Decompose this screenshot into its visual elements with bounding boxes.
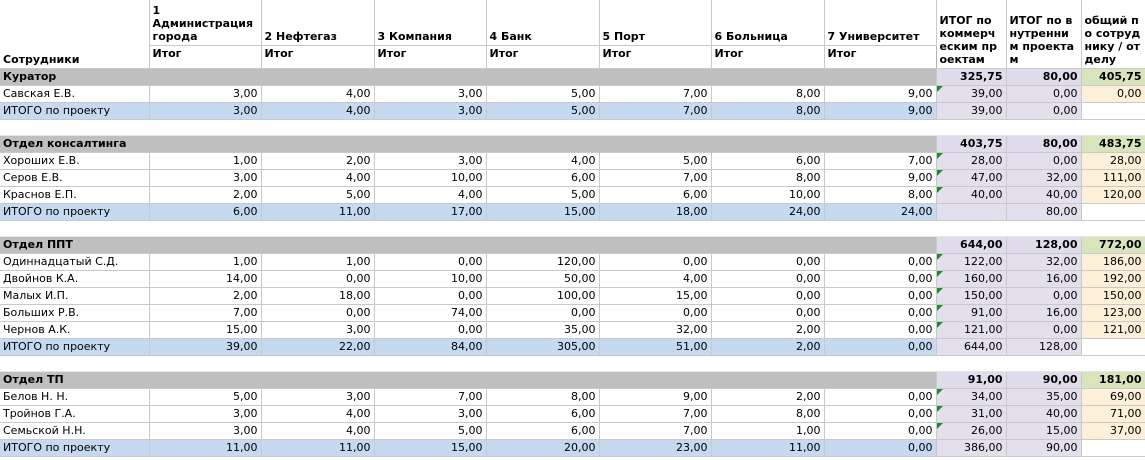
hours-cell[interactable]: 3,00 [149, 406, 261, 423]
hours-cell[interactable]: 15,00 [149, 322, 261, 339]
hours-cell[interactable]: 5,00 [486, 86, 599, 103]
overall-cell[interactable]: 69,00 [1081, 389, 1145, 406]
hours-cell[interactable]: 1,00 [149, 153, 261, 170]
header-sub-total[interactable]: Итог [374, 46, 486, 69]
formula-indicator-icon [937, 423, 943, 429]
spacer-row [0, 120, 1145, 136]
group-overall-cell[interactable]: 181,00 [1081, 372, 1145, 389]
header-sub-total[interactable]: Итог [711, 46, 824, 69]
hours-cell[interactable]: 7,00 [149, 305, 261, 322]
total-hours-cell[interactable]: 17,00 [374, 204, 486, 221]
hours-cell[interactable]: 0,00 [824, 389, 936, 406]
hours-cell[interactable]: 5,00 [599, 153, 711, 170]
formula-indicator-icon [937, 153, 943, 159]
table-row [0, 406, 1145, 423]
hours-cell[interactable]: 3,00 [374, 86, 486, 103]
hours-cell[interactable]: 8,00 [711, 86, 824, 103]
empty-cell[interactable] [824, 356, 936, 372]
hours-cell[interactable]: 6,00 [486, 423, 599, 440]
total-hours-cell[interactable]: 5,00 [486, 103, 599, 120]
header-project[interactable]: 2 Нефтегаз [261, 0, 374, 46]
header-sub-total[interactable]: Итог [599, 46, 711, 69]
empty-cell[interactable] [936, 120, 1006, 136]
formula-indicator-icon [937, 86, 943, 92]
formula-indicator-icon [937, 288, 943, 294]
hours-cell[interactable]: 120,00 [486, 254, 599, 271]
group-row [0, 237, 1145, 254]
hours-cell[interactable]: 50,00 [486, 271, 599, 288]
header-employees[interactable]: Сотрудники [0, 0, 149, 69]
cell-value: 47,00 [971, 171, 1003, 184]
total-hours-cell[interactable]: 2,00 [711, 339, 824, 356]
header-sub-total[interactable]: Итог [261, 46, 374, 69]
header-sub-total[interactable]: Итог [824, 46, 936, 69]
cell-value: 150,00 [964, 289, 1003, 302]
total-commercial-cell[interactable]: 39,00 [936, 103, 1006, 120]
hours-cell[interactable]: 3,00 [149, 86, 261, 103]
internal-cell[interactable]: 32,00 [1006, 254, 1081, 271]
employee-name-cell[interactable]: Тройнов Г.А. [0, 406, 149, 423]
formula-indicator-icon [937, 322, 943, 328]
empty-cell[interactable] [149, 221, 261, 237]
header-project[interactable]: 1 Администрация города [149, 0, 261, 46]
group-overall-cell[interactable]: 772,00 [1081, 237, 1145, 254]
internal-cell[interactable]: 0,00 [1006, 86, 1081, 103]
empty-cell[interactable] [374, 221, 486, 237]
hours-cell[interactable]: 7,00 [824, 153, 936, 170]
commercial-cell[interactable] [936, 153, 1006, 170]
total-hours-cell[interactable]: 11,00 [711, 440, 824, 457]
hours-cell[interactable]: 0,00 [261, 305, 374, 322]
hours-cell[interactable]: 15,00 [599, 288, 711, 305]
formula-indicator-icon [937, 406, 943, 412]
group-overall-cell[interactable]: 405,75 [1081, 69, 1145, 86]
total-hours-cell[interactable]: 11,00 [149, 440, 261, 457]
total-hours-cell[interactable]: 15,00 [374, 440, 486, 457]
hours-cell[interactable]: 3,00 [261, 322, 374, 339]
header-project[interactable]: 3 Компания [374, 0, 486, 46]
total-hours-cell[interactable]: 18,00 [599, 204, 711, 221]
total-hours-cell[interactable]: 0,00 [824, 339, 936, 356]
empty-cell[interactable] [824, 221, 936, 237]
hours-cell[interactable]: 74,00 [374, 305, 486, 322]
hours-cell[interactable]: 1,00 [261, 254, 374, 271]
empty-cell[interactable] [1006, 221, 1081, 237]
hours-cell[interactable]: 3,00 [149, 170, 261, 187]
hours-cell[interactable]: 0,00 [824, 271, 936, 288]
total-hours-cell[interactable]: 23,00 [599, 440, 711, 457]
employee-name-cell[interactable]: Хороших Е.В. [0, 153, 149, 170]
hours-cell[interactable]: 0,00 [824, 406, 936, 423]
total-commercial-cell[interactable] [936, 204, 1006, 221]
header-overall-total[interactable]: общий по сотруднику / отделу [1081, 0, 1145, 69]
header-project[interactable]: 7 Университет [824, 0, 936, 46]
commercial-cell[interactable] [936, 288, 1006, 305]
employee-name-cell[interactable]: Двойнов К.А. [0, 271, 149, 288]
header-project[interactable]: 5 Порт [599, 0, 711, 46]
hours-cell[interactable]: 3,00 [261, 389, 374, 406]
table-row [0, 170, 1145, 187]
empty-cell[interactable] [1081, 221, 1145, 237]
internal-cell[interactable]: 32,00 [1006, 170, 1081, 187]
hours-cell[interactable]: 8,00 [711, 170, 824, 187]
project-total-row [0, 103, 1145, 120]
employee-name-cell[interactable]: Чернов А.К. [0, 322, 149, 339]
hours-cell[interactable]: 6,00 [486, 170, 599, 187]
empty-cell[interactable] [599, 120, 711, 136]
empty-cell[interactable] [599, 221, 711, 237]
total-hours-cell[interactable]: 84,00 [374, 339, 486, 356]
table-row [0, 423, 1145, 440]
table-row [0, 288, 1145, 305]
hours-cell[interactable]: 3,00 [374, 153, 486, 170]
hours-cell[interactable]: 2,00 [711, 389, 824, 406]
internal-cell[interactable]: 40,00 [1006, 187, 1081, 204]
total-internal-cell[interactable]: 0,00 [1006, 103, 1081, 120]
hours-cell[interactable]: 0,00 [824, 305, 936, 322]
group-commercial-cell[interactable]: 325,75 [936, 69, 1006, 86]
formula-indicator-icon [937, 305, 943, 311]
overall-cell[interactable]: 192,00 [1081, 271, 1145, 288]
hours-cell[interactable]: 2,00 [711, 322, 824, 339]
hours-cell[interactable]: 7,00 [374, 389, 486, 406]
cell-value: 28,00 [971, 154, 1003, 167]
overall-cell[interactable]: 0,00 [1081, 86, 1145, 103]
total-hours-cell[interactable]: 9,00 [824, 103, 936, 120]
hours-cell[interactable]: 7,00 [599, 423, 711, 440]
hours-cell[interactable]: 4,00 [261, 170, 374, 187]
formula-indicator-icon [937, 271, 943, 277]
hours-cell[interactable]: 0,00 [374, 322, 486, 339]
total-hours-cell[interactable]: 39,00 [149, 339, 261, 356]
hours-cell[interactable]: 8,00 [486, 389, 599, 406]
total-hours-cell[interactable]: 3,00 [149, 103, 261, 120]
project-total-row [0, 204, 1145, 221]
formula-indicator-icon [937, 254, 943, 260]
spacer-row [0, 221, 1145, 237]
hours-cell[interactable]: 7,00 [599, 406, 711, 423]
table-row [0, 305, 1145, 322]
group-row [0, 69, 1145, 86]
hours-cell[interactable]: 5,00 [374, 423, 486, 440]
hours-cell[interactable]: 10,00 [374, 271, 486, 288]
empty-cell[interactable] [261, 221, 374, 237]
empty-cell[interactable] [0, 120, 149, 136]
total-commercial-cell[interactable]: 644,00 [936, 339, 1006, 356]
hours-cell[interactable]: 14,00 [149, 271, 261, 288]
commercial-cell[interactable] [936, 389, 1006, 406]
empty-cell[interactable] [711, 356, 824, 372]
total-hours-cell[interactable]: 11,00 [261, 440, 374, 457]
group-overall-cell[interactable]: 483,75 [1081, 136, 1145, 153]
empty-cell[interactable] [1081, 120, 1145, 136]
hours-cell[interactable]: 5,00 [261, 187, 374, 204]
table-row [0, 271, 1145, 288]
hours-cell[interactable]: 0,00 [486, 305, 599, 322]
total-hours-cell[interactable]: 8,00 [711, 103, 824, 120]
total-hours-cell[interactable]: 15,00 [486, 204, 599, 221]
hours-cell[interactable]: 35,00 [486, 322, 599, 339]
table-row [0, 254, 1145, 271]
formula-indicator-icon [937, 170, 943, 176]
overall-cell[interactable]: 71,00 [1081, 406, 1145, 423]
hours-cell[interactable]: 0,00 [599, 305, 711, 322]
hours-cell[interactable]: 7,00 [599, 170, 711, 187]
internal-cell[interactable]: 0,00 [1006, 153, 1081, 170]
header-internal-total[interactable]: ИТОГ по внутренним проектам [1006, 0, 1081, 69]
group-commercial-cell[interactable]: 91,00 [936, 372, 1006, 389]
total-overall-cell[interactable] [1081, 103, 1145, 120]
cell-value: 122,00 [964, 255, 1003, 268]
employee-name-cell[interactable]: Семьской Н.Н. [0, 423, 149, 440]
hours-cell[interactable]: 4,00 [261, 86, 374, 103]
hours-cell[interactable]: 0,00 [711, 254, 824, 271]
empty-cell[interactable] [1006, 120, 1081, 136]
hours-cell[interactable]: 0,00 [711, 288, 824, 305]
hours-cell[interactable]: 3,00 [374, 406, 486, 423]
hours-cell[interactable]: 0,00 [599, 254, 711, 271]
hours-cell[interactable]: 4,00 [486, 153, 599, 170]
total-hours-cell[interactable]: 0,00 [824, 440, 936, 457]
empty-cell[interactable] [0, 221, 149, 237]
hours-cell[interactable]: 6,00 [486, 406, 599, 423]
total-hours-cell[interactable]: 24,00 [711, 204, 824, 221]
total-hours-cell[interactable]: 22,00 [261, 339, 374, 356]
commercial-cell[interactable] [936, 86, 1006, 103]
formula-indicator-icon [937, 389, 943, 395]
group-commercial-cell[interactable]: 644,00 [936, 237, 1006, 254]
employee-name-cell[interactable]: Одиннадцатый С.Д. [0, 254, 149, 271]
employee-name-cell[interactable]: Белов Н. Н. [0, 389, 149, 406]
header-sub-total[interactable]: Итог [486, 46, 599, 69]
group-name-cell[interactable]: Отдел ППТ [0, 237, 936, 254]
total-internal-cell[interactable]: 90,00 [1006, 440, 1081, 457]
total-hours-cell[interactable]: 11,00 [261, 204, 374, 221]
total-hours-cell[interactable]: 305,00 [486, 339, 599, 356]
hours-cell[interactable]: 0,00 [374, 288, 486, 305]
overall-cell[interactable]: 186,00 [1081, 254, 1145, 271]
header-project[interactable]: 4 Банк [486, 0, 599, 46]
hours-cell[interactable]: 0,00 [824, 288, 936, 305]
employee-name-cell[interactable]: Краснов Е.П. [0, 187, 149, 204]
internal-cell[interactable]: 0,00 [1006, 288, 1081, 305]
hours-cell[interactable]: 10,00 [374, 170, 486, 187]
hours-cell[interactable]: 2,00 [149, 288, 261, 305]
group-internal-cell[interactable]: 90,00 [1006, 372, 1081, 389]
empty-cell[interactable] [374, 356, 486, 372]
empty-cell[interactable] [486, 120, 599, 136]
hours-cell[interactable]: 0,00 [824, 322, 936, 339]
employee-name-cell[interactable]: Больших Р.В. [0, 305, 149, 322]
commercial-cell[interactable] [936, 322, 1006, 339]
group-internal-cell[interactable]: 80,00 [1006, 69, 1081, 86]
empty-cell[interactable] [711, 120, 824, 136]
cell-value: 40,00 [971, 188, 1003, 201]
cell-value: 31,00 [971, 407, 1003, 420]
employee-name-cell[interactable]: Серов Е.В. [0, 170, 149, 187]
group-row [0, 136, 1145, 153]
spacer-row [0, 356, 1145, 372]
hours-cell[interactable]: 9,00 [599, 389, 711, 406]
group-internal-cell[interactable]: 128,00 [1006, 237, 1081, 254]
hours-cell[interactable]: 6,00 [599, 187, 711, 204]
hours-cell[interactable]: 3,00 [149, 423, 261, 440]
group-internal-cell[interactable]: 80,00 [1006, 136, 1081, 153]
hours-cell[interactable]: 4,00 [599, 271, 711, 288]
total-label-cell[interactable]: ИТОГО по проекту [0, 103, 149, 120]
empty-cell[interactable] [261, 356, 374, 372]
empty-cell[interactable] [936, 356, 1006, 372]
group-name-cell[interactable]: Отдел консалтинга [0, 136, 936, 153]
total-hours-cell[interactable]: 7,00 [599, 103, 711, 120]
internal-cell[interactable]: 0,00 [1006, 322, 1081, 339]
table-row [0, 389, 1145, 406]
internal-cell[interactable]: 35,00 [1006, 389, 1081, 406]
overall-cell[interactable]: 123,00 [1081, 305, 1145, 322]
hours-cell[interactable]: 4,00 [261, 406, 374, 423]
cell-value: 26,00 [971, 424, 1003, 437]
total-overall-cell[interactable] [1081, 339, 1145, 356]
hours-cell[interactable]: 0,00 [711, 271, 824, 288]
hours-cell[interactable]: 2,00 [261, 153, 374, 170]
hours-cell[interactable]: 2,00 [149, 187, 261, 204]
empty-cell[interactable] [711, 221, 824, 237]
total-overall-cell[interactable] [1081, 204, 1145, 221]
total-hours-cell[interactable]: 6,00 [149, 204, 261, 221]
total-hours-cell[interactable]: 3,00 [374, 103, 486, 120]
hours-cell[interactable]: 9,00 [824, 170, 936, 187]
hours-cell[interactable]: 100,00 [486, 288, 599, 305]
cell-value: 39,00 [971, 87, 1003, 100]
empty-cell[interactable] [374, 120, 486, 136]
internal-cell[interactable]: 40,00 [1006, 406, 1081, 423]
commercial-cell[interactable] [936, 305, 1006, 322]
internal-cell[interactable]: 15,00 [1006, 423, 1081, 440]
hours-cell[interactable]: 4,00 [261, 423, 374, 440]
total-hours-cell[interactable]: 4,00 [261, 103, 374, 120]
empty-cell[interactable] [486, 221, 599, 237]
formula-indicator-icon [937, 187, 943, 193]
hours-cell[interactable]: 6,00 [711, 153, 824, 170]
empty-cell[interactable] [1081, 356, 1145, 372]
empty-cell[interactable] [936, 221, 1006, 237]
hours-cell[interactable]: 18,00 [261, 288, 374, 305]
hours-cell[interactable]: 0,00 [711, 305, 824, 322]
overall-cell[interactable]: 37,00 [1081, 423, 1145, 440]
cell-value: 160,00 [964, 272, 1003, 285]
total-hours-cell[interactable]: 24,00 [824, 204, 936, 221]
commercial-cell[interactable] [936, 254, 1006, 271]
total-label-cell[interactable]: ИТОГО по проекту [0, 204, 149, 221]
total-internal-cell[interactable]: 80,00 [1006, 204, 1081, 221]
table-row [0, 187, 1145, 204]
empty-cell[interactable] [149, 356, 261, 372]
table-row [0, 86, 1145, 103]
group-name-cell[interactable]: Отдел ТП [0, 372, 936, 389]
group-row [0, 372, 1145, 389]
header-project[interactable]: 6 Больница [711, 0, 824, 46]
hours-cell[interactable]: 1,00 [711, 423, 824, 440]
overall-cell[interactable]: 111,00 [1081, 170, 1145, 187]
employee-name-cell[interactable]: Малых И.П. [0, 288, 149, 305]
hours-cell[interactable]: 0,00 [824, 254, 936, 271]
employee-name-cell[interactable]: Савская Е.В. [0, 86, 149, 103]
cell-value: 34,00 [971, 390, 1003, 403]
commercial-cell[interactable] [936, 271, 1006, 288]
group-name-cell[interactable]: Куратор [0, 69, 936, 86]
total-internal-cell[interactable]: 128,00 [1006, 339, 1081, 356]
empty-cell[interactable] [261, 120, 374, 136]
internal-cell[interactable]: 16,00 [1006, 305, 1081, 322]
hours-cell[interactable]: 0,00 [374, 254, 486, 271]
overall-cell[interactable]: 150,00 [1081, 288, 1145, 305]
total-hours-cell[interactable]: 51,00 [599, 339, 711, 356]
cell-value: 91,00 [971, 306, 1003, 319]
empty-cell[interactable] [599, 356, 711, 372]
hours-cell[interactable]: 10,00 [711, 187, 824, 204]
table-row [0, 322, 1145, 339]
total-hours-cell[interactable]: 20,00 [486, 440, 599, 457]
header-commercial-total[interactable]: ИТОГ по коммерческим проектам [936, 0, 1006, 69]
cell-value: 121,00 [964, 323, 1003, 336]
overall-cell[interactable]: 28,00 [1081, 153, 1145, 170]
empty-cell[interactable] [486, 356, 599, 372]
total-overall-cell[interactable] [1081, 440, 1145, 457]
hours-cell[interactable]: 7,00 [599, 86, 711, 103]
project-total-row [0, 440, 1145, 457]
total-label-cell[interactable]: ИТОГО по проекту [0, 440, 149, 457]
commercial-cell[interactable] [936, 406, 1006, 423]
hours-cell[interactable]: 8,00 [711, 406, 824, 423]
total-commercial-cell[interactable]: 386,00 [936, 440, 1006, 457]
commercial-cell[interactable] [936, 170, 1006, 187]
empty-cell[interactable] [0, 356, 149, 372]
hours-cell[interactable]: 5,00 [486, 187, 599, 204]
hours-cell[interactable]: 4,00 [374, 187, 486, 204]
hours-cell[interactable]: 0,00 [824, 423, 936, 440]
empty-cell[interactable] [824, 120, 936, 136]
total-label-cell[interactable]: ИТОГО по проекту [0, 339, 149, 356]
overall-cell[interactable]: 121,00 [1081, 322, 1145, 339]
hours-cell[interactable]: 32,00 [599, 322, 711, 339]
table-row [0, 153, 1145, 170]
header-row-projects [0, 0, 1145, 46]
hours-cell[interactable]: 8,00 [824, 187, 936, 204]
overall-cell[interactable]: 120,00 [1081, 187, 1145, 204]
commercial-cell[interactable] [936, 187, 1006, 204]
project-total-row [0, 339, 1145, 356]
hours-cell[interactable]: 9,00 [824, 86, 936, 103]
commercial-cell[interactable] [936, 423, 1006, 440]
group-commercial-cell[interactable]: 403,75 [936, 136, 1006, 153]
header-sub-total[interactable]: Итог [149, 46, 261, 69]
internal-cell[interactable]: 16,00 [1006, 271, 1081, 288]
hours-cell[interactable]: 1,00 [149, 254, 261, 271]
table-body [0, 69, 1145, 457]
empty-cell[interactable] [1006, 356, 1081, 372]
hours-cell[interactable]: 5,00 [149, 389, 261, 406]
hours-cell[interactable]: 0,00 [261, 271, 374, 288]
empty-cell[interactable] [149, 120, 261, 136]
